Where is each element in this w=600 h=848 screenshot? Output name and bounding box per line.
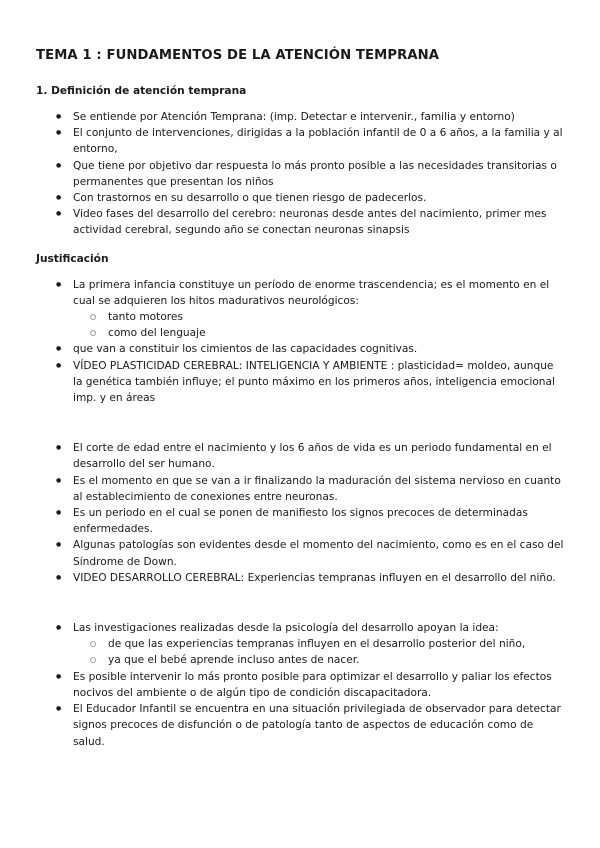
list-item — [36, 620, 566, 669]
list-item — [36, 277, 566, 342]
section-heading-definicion: 1. Definición de atención temprana — [36, 85, 247, 97]
list-item: ● Es un periodo en el cual se ponen de manifiesto los signos precoces de determinadas enfermedades. — [36, 505, 566, 537]
page-title: TEMA 1 : FUNDAMENTOS DE LA ATENCIÓN TEMPRANA — [36, 48, 440, 63]
list-item-text: La primera infancia constituye un período de enorme trascendencia; es el momento en el cual se adquieren los hitos madurativos neurológicos: — [73, 278, 550, 307]
list-item: ● Con trastornos en su desarrollo o que tienen riesgo de padecerlos. — [36, 190, 566, 206]
list-item: ● El corte de edad entre el nacimiento y los 6 años de vida es un periodo fundamental en el desarrollo del ser humano. — [36, 440, 566, 472]
sublist-item: ○ ya que el bebé aprende incluso antes de nacer. — [73, 652, 566, 668]
sublist — [73, 636, 566, 668]
list-item: ● El conjunto de intervenciones, dirigidas a la población infantil de 0 a 6 años, a la familia y al entorno, — [36, 125, 566, 157]
list-item: ● Es el momento en que se van a ir finalizando la maduración del sistema nervioso en cuanto al establecimiento de conexiones entre neuronas. — [36, 473, 566, 505]
list-item: ● El Educador Infantil se encuentra en una situación privilegiada de observador para detectar signos precoces de disfunción o de patología tanto de aspectos de educación como de salud. — [36, 701, 566, 750]
sublist — [73, 309, 566, 341]
section-heading-justificacion: Justificación — [36, 252, 109, 265]
sublist-item: ○ como del lenguaje — [73, 325, 566, 341]
justificacion-list-2 — [36, 440, 566, 586]
list-item: ● VIDEO DESARROLLO CEREBRAL: Experiencias tempranas influyen en el desarrollo del niño. — [36, 570, 566, 586]
list-item: ● Es posible intervenir lo más pronto posible para optimizar el desarrollo y paliar los efectos nocivos del ambiente o de algún tipo de condición discapacitadora. — [36, 669, 566, 701]
list-item: ● Algunas patologías son evidentes desde el momento del nacimiento, como es en el caso del Síndrome de Down. — [36, 537, 566, 569]
list-item: ● Que tiene por objetivo dar respuesta lo más pronto posible a las necesidades transitorias o permanentes que presentan los niños — [36, 158, 566, 190]
list-item: ● Se entiende por Atención Temprana: (imp. Detectar e intervenir., familia y entorno) — [36, 109, 566, 125]
sublist-item: ○ de que las experiencias tempranas influyen en el desarrollo posterior del niño, — [73, 636, 566, 652]
justificacion-list-1 — [36, 277, 566, 407]
list-item: ● que van a constituir los cimientos de las capacidades cognitivas. — [36, 341, 566, 357]
justificacion-list-3 — [36, 620, 566, 750]
list-item: ● VÍDEO PLASTICIDAD CEREBRAL: INTELIGENCIA Y AMBIENTE : plasticidad= moldeo, aunque la genética también influye; el punto máximo en los primeros años, inteligencia emocional imp. y en áreas — [36, 358, 566, 407]
list-item: ● Video fases del desarrollo del cerebro: neuronas desde antes del nacimiento, primer mes actividad cerebral, segundo año se conectan neuronas sinapsis — [36, 206, 566, 238]
list-item-text: Las investigaciones realizadas desde la psicología del desarrollo apoyan la idea: — [73, 622, 499, 635]
definicion-list — [36, 109, 566, 239]
sublist-item: ○ tanto motores — [73, 309, 566, 325]
